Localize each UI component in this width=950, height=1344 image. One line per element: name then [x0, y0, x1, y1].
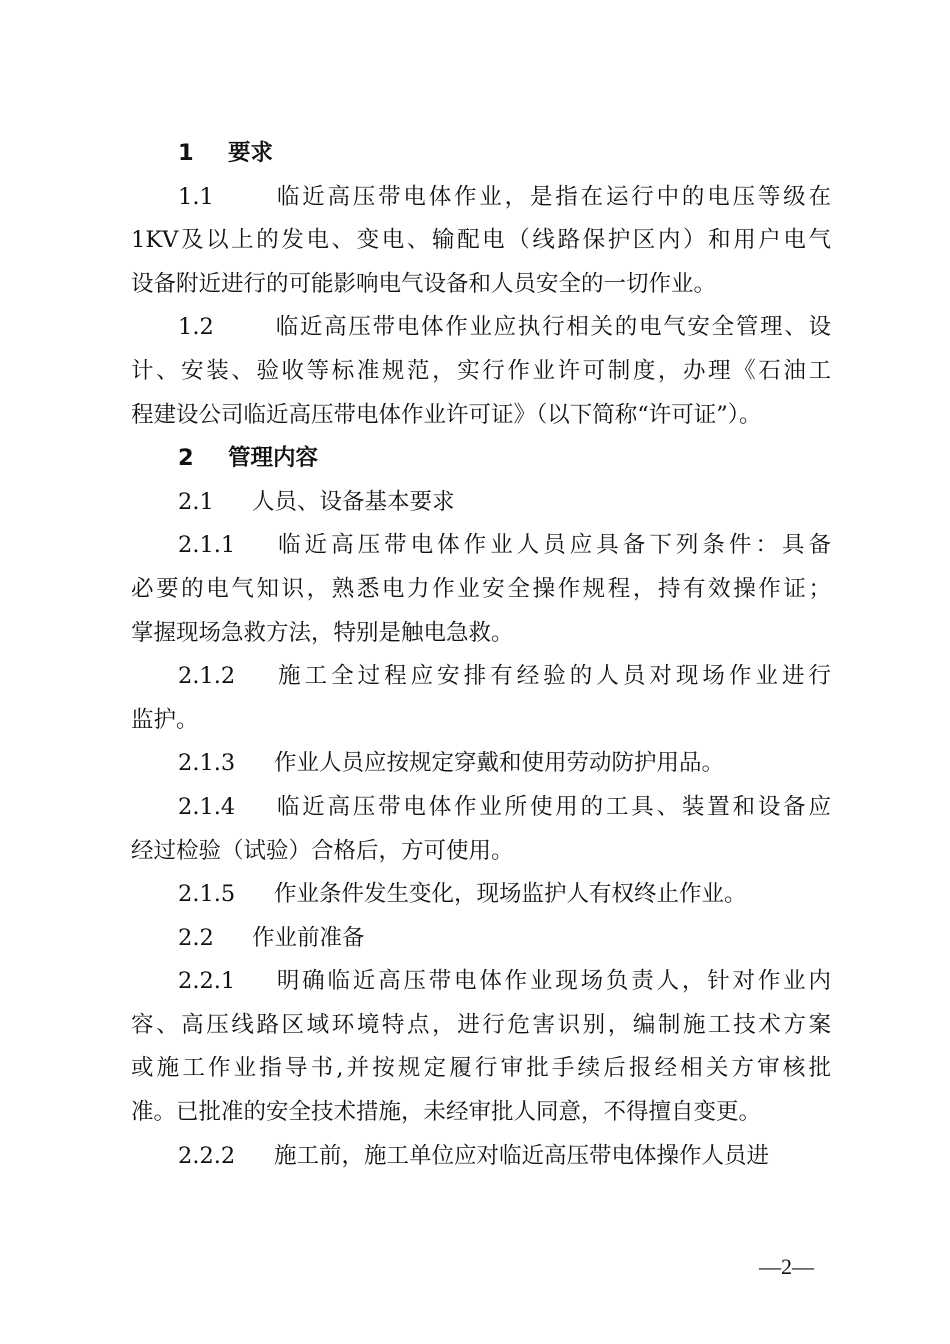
paragraph-line: 必要的电气知识，熟悉电力作业安全操作规程，持有效操作证； — [131, 575, 831, 602]
section-heading — [131, 132, 831, 176]
page-number: —2— — [759, 1254, 814, 1279]
subsection-title: 人员、设备基本要求 — [252, 488, 455, 515]
paragraph — [131, 873, 831, 917]
paragraph — [131, 306, 831, 437]
paragraph-line: 掌握现场急救方法，特别是触电急救。 — [131, 619, 514, 646]
paragraph-line: 程建设公司临近高压带电体作业许可证》（以下简称“许可证”）。 — [131, 401, 762, 428]
clause-number: 2.1.4 — [178, 793, 236, 820]
clause-number: 2.1.5 — [178, 881, 236, 908]
paragraph-line: 2.1.4 临近高压带电体作业所使用的工具、装置和设备应 — [131, 786, 831, 830]
paragraph-line: 经过检验（试验）合格后，方可使用。 — [131, 837, 514, 864]
clause-number: 1.1 — [178, 183, 214, 210]
clause-number: 2.2.2 — [178, 1142, 236, 1169]
paragraph — [131, 960, 831, 1134]
paragraph — [131, 176, 831, 307]
paragraph — [131, 524, 831, 655]
paragraph-line — [131, 481, 831, 525]
paragraph-line: 准。已批准的安全技术措施，未经审批人同意，不得擅自变更。 — [131, 1099, 762, 1126]
document-body — [131, 132, 831, 1178]
paragraph-line: 容、高压线路区域环境特点，进行危害识别，编制施工技术方案 — [131, 1011, 831, 1038]
clause-number: 2.1.2 — [178, 663, 236, 690]
clause-number: 2.2 — [178, 924, 214, 951]
paragraph-line: 2.2.2 施工前，施工单位应对临近高压带电体操作人员进 — [131, 1135, 831, 1179]
paragraph-line: 2.1.5 作业条件发生变化，现场监护人有权终止作业。 — [131, 873, 831, 917]
paragraph-line: 计、安装、验收等标准规范，实行作业许可制度，办理《石油工 — [131, 357, 831, 384]
section-title: 要求 — [228, 140, 274, 166]
section-number: 1 — [178, 140, 194, 166]
subsection-title: 作业前准备 — [252, 924, 365, 951]
paragraph-line: 1.2 临近高压带电体作业应执行相关的电气安全管理、设 — [131, 306, 831, 350]
section-heading — [131, 437, 831, 481]
paragraph-line: 2.1.1 临近高压带电体作业人员应具备下列条件：具备 — [131, 524, 831, 568]
clause-number: 2.1 — [178, 488, 214, 515]
subsection-heading — [131, 481, 831, 525]
paragraph-line: 1KV及以上的发电、变电、输配电（线路保护区内）和用户电气 — [131, 227, 831, 254]
paragraph — [131, 742, 831, 786]
subsection-heading — [131, 917, 831, 961]
clause-number: 2.2.1 — [178, 968, 236, 995]
paragraph-line: 或施工作业指导书,并按规定履行审批手续后报经相关方审核批 — [131, 1055, 831, 1082]
clause-number: 2.1.3 — [178, 750, 236, 777]
paragraph-line — [131, 917, 831, 961]
paragraph — [131, 786, 831, 873]
section-title: 管理内容 — [228, 445, 319, 472]
section-number: 2 — [178, 445, 194, 472]
clause-number: 2.1.1 — [178, 532, 236, 559]
clause-number: 1.2 — [178, 314, 214, 341]
paragraph — [131, 655, 831, 742]
paragraph-line: 2.1.3 作业人员应按规定穿戴和使用劳动防护用品。 — [131, 742, 831, 786]
paragraph-line: 1.1 临近高压带电体作业，是指在运行中的电压等级在 — [131, 176, 831, 220]
paragraph-line: 监护。 — [131, 706, 199, 733]
paragraph — [131, 1135, 831, 1179]
paragraph-line: 2.1.2 施工全过程应安排有经验的人员对现场作业进行 — [131, 655, 831, 699]
paragraph-line: 设备附近进行的可能影响电气设备和人员安全的一切作业。 — [131, 270, 717, 297]
paragraph-line: 2.2.1 明确临近高压带电体作业现场负责人，针对作业内 — [131, 960, 831, 1004]
